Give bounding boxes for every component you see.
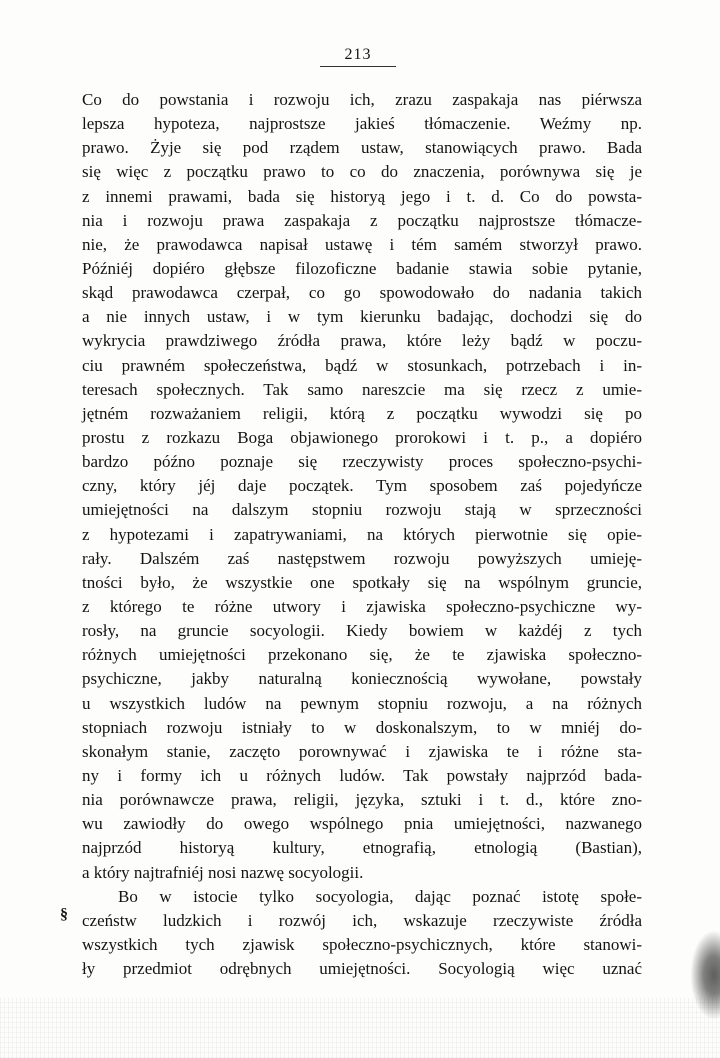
text-line: z hypotezami i zapatrywaniami, na których pierwotnie się opie-	[82, 524, 642, 544]
scan-noise	[0, 998, 720, 1058]
text-line: lepsza hypoteza, najprostsze jakieś tłómaczenie. Weźmy np.	[82, 114, 642, 134]
text-line: czeństw ludzkich i rozwój ich, wskazuje rzeczywiste źródła	[82, 910, 642, 930]
text-line: nia i rozwoju prawa zaspakaja z początku najprostsze tłómacze-	[82, 210, 642, 230]
text-line: się więc z początku prawo to co do znaczenia, porównywa się je	[82, 162, 642, 182]
page-number-rule	[320, 66, 396, 67]
text-line: teresach społecznych. Tak samo nareszcie ma się rzecz z umie-	[82, 379, 642, 399]
text-line-paragraph-end: a który najtrafniéj nosi nazwę socyologii.	[82, 862, 364, 882]
text-line: stopniach rozwoju istniały to w doskonalszym, to w mniéj do-	[82, 717, 642, 737]
text-line: rosły, na gruncie socyologii. Kiedy bowiem w każdéj z tych	[82, 621, 642, 641]
text-line: skonałym stanie, zaczęto porownywać i zjawiska te i różne sta-	[82, 741, 642, 761]
text-line: nia porównawcze prawa, religii, języka, sztuki i t. d., które zno-	[82, 790, 642, 810]
text-line: rały. Dalszém zaś następstwem rozwoju powyższych umieję-	[82, 548, 642, 568]
text-line-paragraph-start: Bo w istocie tylko socyologia, dając poznać istotę społe-	[118, 886, 642, 906]
text-line: nie, że prawodawca napisał ustawę i tém samém stworzył prawo.	[82, 234, 642, 254]
text-line: wszystkich tych zjawisk społeczno-psychicznych, które stanowi-	[82, 934, 642, 954]
text-line: z innemi prawami, bada się historyą jego i t. d. Co do powsta-	[82, 186, 642, 206]
text-line: ny i formy ich u różnych ludów. Tak powstały najprzód bada-	[82, 765, 642, 785]
text-line: ciu prawném społeczeństwa, bądź w stosunkach, potrzebach i in-	[82, 355, 642, 375]
text-line: psychiczne, jakby naturalną koniecznością wywołane, powstały	[82, 669, 642, 689]
text-line: różnych umiejętności przekonano się, że te zjawiska społeczno-	[82, 645, 642, 665]
text-line: tności było, że wszystkie one spotkały się na wspólnym gruncie,	[82, 572, 642, 592]
text-line: wykrycia prawdziwego źródła prawa, które leży bądź w poczu-	[82, 331, 642, 351]
paragraph-mark: §	[60, 906, 68, 923]
text-line: Późniéj dopiéro głębsze filozoficzne badanie stawia sobie pytanie,	[82, 258, 642, 278]
text-line: bardzo późno poznaje się rzeczywisty proces społeczno-psychi-	[82, 452, 642, 472]
text-line: wu zawiodły do owego wspólnego pnia umiejętności, nazwanego	[82, 814, 642, 834]
text-line: prostu z rozkazu Boga objawionego prorokowi i t. p., a dopiéro	[82, 427, 642, 447]
text-line: jętném rozważaniem religii, którą z początku wywodzi się po	[82, 403, 642, 423]
text-line: Co do powstania i rozwoju ich, zrazu zaspakaja nas piérwsza	[82, 90, 642, 109]
text-line: umiejętności na dalszym stopniu rozwoju stają w sprzeczności	[82, 500, 642, 520]
text-line: a nie innych ustaw, i w tym kierunku badając, dochodzi się do	[82, 307, 642, 327]
text-line: czny, który jéj daje początek. Tym sposobem zaś pojedyńcze	[82, 476, 642, 496]
text-line: u wszystkich ludów na pewnym stopniu rozwoju, a na różnych	[82, 693, 642, 713]
text-line: prawo. Żyje się pod rządem ustaw, stanowiących prawo. Bada	[82, 138, 642, 158]
text-line: z którego te różne utwory i zjawiska społeczno-psychiczne wy-	[82, 596, 642, 616]
text-line: skąd prawodawca czerpał, co go spowodowało do nadania takich	[82, 283, 642, 303]
body-text	[82, 88, 642, 981]
text-line: najprzód historyą kultury, etnografią, etnologią (Bastian),	[82, 838, 642, 858]
text-line: ły przedmiot odrębnych umiejętności. Socyologią więc uznać	[82, 959, 642, 979]
page-number: 213	[344, 46, 372, 63]
